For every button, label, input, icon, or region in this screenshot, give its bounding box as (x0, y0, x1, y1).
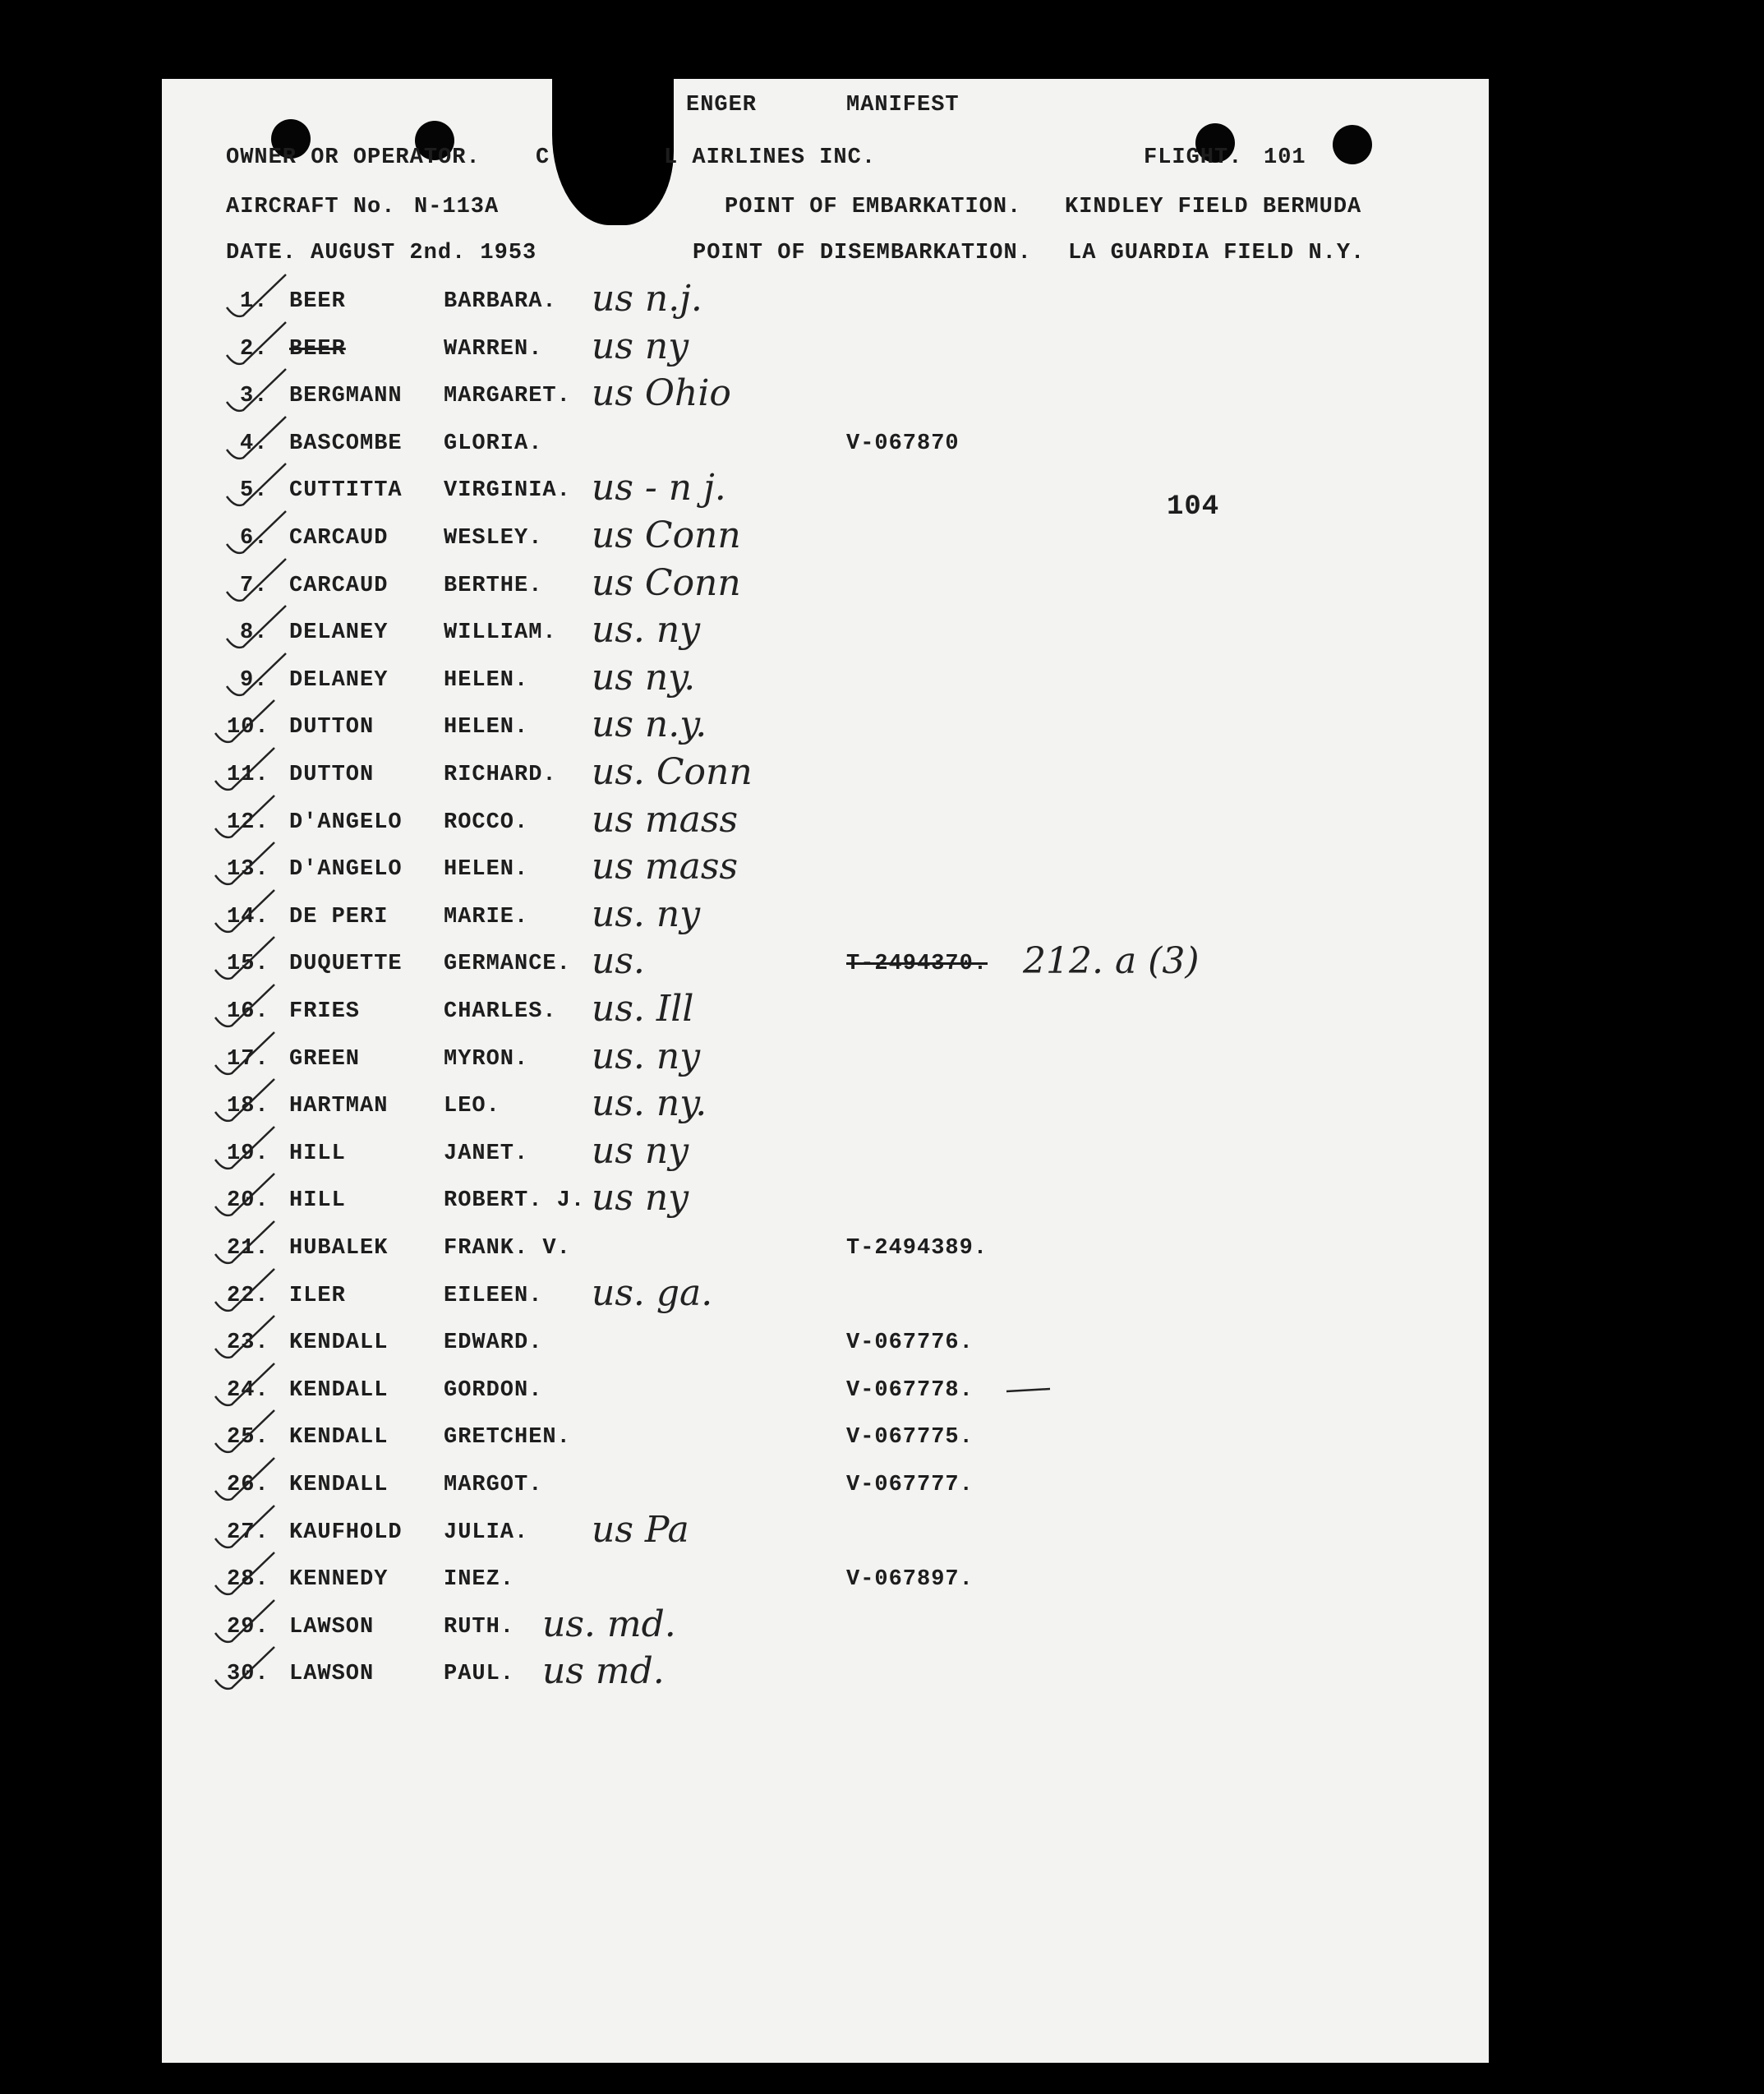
passenger-number: 7. (240, 574, 269, 598)
passenger-citizenship-handwritten: us. ny (592, 1035, 701, 1077)
title-word-2: MANIFEST (846, 93, 960, 118)
passenger-number: 22. (227, 1284, 269, 1308)
passenger-first-name: WARREN. (444, 337, 543, 362)
passenger-first-name: MYRON. (444, 1047, 529, 1072)
passenger-last-name: D'ANGELO (289, 810, 403, 835)
passenger-number: 21. (227, 1236, 269, 1261)
passenger-citizenship-handwritten: us ny (592, 1130, 689, 1172)
passenger-first-name: HELEN. (444, 715, 529, 740)
passenger-first-name: HELEN. (444, 857, 529, 882)
passenger-number: 19. (227, 1142, 269, 1166)
flight-number: 101 (1264, 145, 1306, 170)
passenger-last-name: HILL (289, 1142, 346, 1166)
passenger-first-name: EDWARD. (444, 1331, 543, 1355)
passenger-number: 5. (240, 478, 269, 503)
passenger-last-name: HUBALEK (289, 1236, 389, 1261)
passenger-number: 28. (227, 1567, 269, 1592)
passenger-last-name: DUTTON (289, 715, 375, 740)
passenger-first-name: JANET. (444, 1142, 529, 1166)
passenger-first-name: BERTHE. (444, 574, 543, 598)
passenger-number: 20. (227, 1188, 269, 1213)
passenger-first-name: FRANK. V. (444, 1236, 571, 1261)
passenger-last-name: CARCAUD (289, 526, 389, 551)
passenger-number: 14. (227, 905, 269, 929)
passenger-first-name: GLORIA. (444, 431, 543, 456)
passenger-number: 13. (227, 857, 269, 882)
passenger-first-name: INEZ. (444, 1567, 515, 1592)
passenger-first-name: CHARLES. (444, 999, 557, 1024)
date-value: AUGUST 2nd. 1953 (311, 241, 537, 265)
passenger-number: 3. (240, 384, 269, 408)
passenger-number: 27. (227, 1520, 269, 1545)
passenger-first-name: VIRGINIA. (444, 478, 571, 503)
passenger-last-name: HILL (289, 1188, 346, 1213)
embark-label: POINT OF EMBARKATION. (725, 195, 1022, 219)
passenger-citizenship-handwritten: us. ny. (592, 1082, 707, 1124)
passenger-document-note: 212. a (3) (1023, 940, 1200, 982)
passenger-last-name: KENDALL (289, 1473, 389, 1497)
passenger-document-number: V-067778. (846, 1378, 974, 1403)
passenger-citizenship-handwritten: us n.y. (592, 703, 707, 745)
passenger-document-number: V-067870 (846, 431, 960, 456)
passenger-last-name: BEER (289, 337, 346, 362)
passenger-number: 11. (227, 763, 269, 787)
passenger-first-name: GORDON. (444, 1378, 543, 1403)
passenger-document-number: T-2494370. (846, 952, 988, 976)
page-number: 104 (1167, 491, 1220, 523)
passenger-first-name: MARGOT. (444, 1473, 543, 1497)
passenger-citizenship-handwritten: us n.j. (592, 278, 702, 320)
passenger-citizenship-handwritten: us. ny (592, 893, 701, 935)
passenger-document-number: V-067897. (846, 1567, 974, 1592)
passenger-first-name: ROCCO. (444, 810, 529, 835)
passenger-document-number: T-2494389. (846, 1236, 988, 1261)
passenger-first-name: PAUL. (444, 1662, 515, 1686)
date-label: DATE. (226, 241, 297, 265)
passenger-last-name: DUTTON (289, 763, 375, 787)
passenger-citizenship-handwritten: us. md. (542, 1603, 676, 1645)
passenger-number: 9. (240, 668, 269, 693)
passenger-citizenship-handwritten: us ny. (592, 657, 696, 699)
passenger-first-name: HELEN. (444, 668, 529, 693)
disembark-label: POINT OF DISEMBARKATION. (693, 241, 1032, 265)
passenger-first-name: MARIE. (444, 905, 529, 929)
passenger-last-name: KENNEDY (289, 1567, 389, 1592)
passenger-number: 8. (240, 620, 269, 645)
passenger-number: 29. (227, 1615, 269, 1640)
passenger-first-name: GRETCHEN. (444, 1425, 571, 1450)
passenger-first-name: GERMANCE. (444, 952, 571, 976)
aircraft-value: N-113A (414, 195, 500, 219)
passenger-last-name: DELANEY (289, 620, 389, 645)
passenger-first-name: MARGARET. (444, 384, 571, 408)
passenger-number: 25. (227, 1425, 269, 1450)
passenger-number: 6. (240, 526, 269, 551)
passenger-first-name: EILEEN. (444, 1284, 543, 1308)
passenger-document-number: V-067777. (846, 1473, 974, 1497)
passenger-last-name: ILER (289, 1284, 346, 1308)
passenger-number: 1. (240, 289, 269, 314)
owner-label: OWNER OR OPERATOR. (226, 145, 481, 170)
passenger-last-name: DUQUETTE (289, 952, 403, 976)
passenger-number: 10. (227, 715, 269, 740)
passenger-number: 16. (227, 999, 269, 1024)
owner-value: L AIRLINES INC. (664, 145, 877, 170)
passenger-last-name: DELANEY (289, 668, 389, 693)
passenger-citizenship-handwritten: us ny (592, 325, 689, 367)
passenger-number: 12. (227, 810, 269, 835)
passenger-citizenship-handwritten: us. Conn (592, 751, 753, 793)
flight-label: FLIGHT. (1144, 145, 1243, 170)
passenger-last-name: FRIES (289, 999, 361, 1024)
passenger-citizenship-handwritten: us mass (592, 846, 739, 888)
passenger-citizenship-handwritten: us md. (542, 1650, 665, 1692)
passenger-last-name: KENDALL (289, 1378, 389, 1403)
passenger-number: 17. (227, 1047, 269, 1072)
passenger-last-name: KENDALL (289, 1425, 389, 1450)
owner-initial: C (536, 145, 550, 170)
passenger-citizenship-handwritten: us - n j. (592, 467, 726, 509)
passenger-last-name: BASCOMBE (289, 431, 403, 456)
aircraft-label: AIRCRAFT No. (226, 195, 396, 219)
passenger-citizenship-handwritten: us Ohio (592, 372, 731, 414)
passenger-first-name: ROBERT. J. (444, 1188, 586, 1213)
passenger-document-number: V-067776. (846, 1331, 974, 1355)
passenger-last-name: BERGMANN (289, 384, 403, 408)
passenger-last-name: CARCAUD (289, 574, 389, 598)
punch-hole-4 (1333, 125, 1372, 164)
passenger-document-number: V-067775. (846, 1425, 974, 1450)
passenger-citizenship-handwritten: us mass (592, 799, 739, 841)
passenger-last-name: CUTTITTA (289, 478, 403, 503)
passenger-citizenship-handwritten: us. Ill (592, 988, 694, 1030)
passenger-last-name: DE PERI (289, 905, 389, 929)
passenger-number: 2. (240, 337, 269, 362)
passenger-citizenship-handwritten: us. (592, 940, 645, 982)
passenger-first-name: RUTH. (444, 1615, 515, 1640)
passenger-last-name: BEER (289, 289, 346, 314)
passenger-first-name: WILLIAM. (444, 620, 557, 645)
passenger-number: 23. (227, 1331, 269, 1355)
passenger-number: 15. (227, 952, 269, 976)
passenger-citizenship-handwritten: us Conn (592, 562, 741, 604)
passenger-number: 4. (240, 431, 269, 456)
passenger-citizenship-handwritten: us ny (592, 1177, 689, 1219)
passenger-first-name: BARBARA. (444, 289, 557, 314)
passenger-last-name: LAWSON (289, 1615, 375, 1640)
passenger-first-name: RICHARD. (444, 763, 557, 787)
passenger-first-name: JULIA. (444, 1520, 529, 1545)
passenger-number: 18. (227, 1094, 269, 1118)
passenger-citizenship-handwritten: us Pa (592, 1509, 689, 1551)
embark-value: KINDLEY FIELD BERMUDA (1065, 195, 1362, 219)
title-word-1: ENGER (686, 93, 758, 118)
passenger-citizenship-handwritten: us. ga. (592, 1272, 713, 1314)
passenger-first-name: WESLEY. (444, 526, 543, 551)
passenger-citizenship-handwritten: us Conn (592, 514, 741, 556)
passenger-number: 30. (227, 1662, 269, 1686)
passenger-last-name: KENDALL (289, 1331, 389, 1355)
passenger-last-name: HARTMAN (289, 1094, 389, 1118)
passenger-last-name: KAUFHOLD (289, 1520, 403, 1545)
passenger-number: 26. (227, 1473, 269, 1497)
passenger-last-name: LAWSON (289, 1662, 375, 1686)
manifest-page (162, 79, 1489, 2063)
passenger-first-name: LEO. (444, 1094, 500, 1118)
passenger-last-name: GREEN (289, 1047, 361, 1072)
passenger-last-name: D'ANGELO (289, 857, 403, 882)
passenger-citizenship-handwritten: us. ny (592, 609, 701, 651)
passenger-number: 24. (227, 1378, 269, 1403)
disembark-value: LA GUARDIA FIELD N.Y. (1068, 241, 1366, 265)
